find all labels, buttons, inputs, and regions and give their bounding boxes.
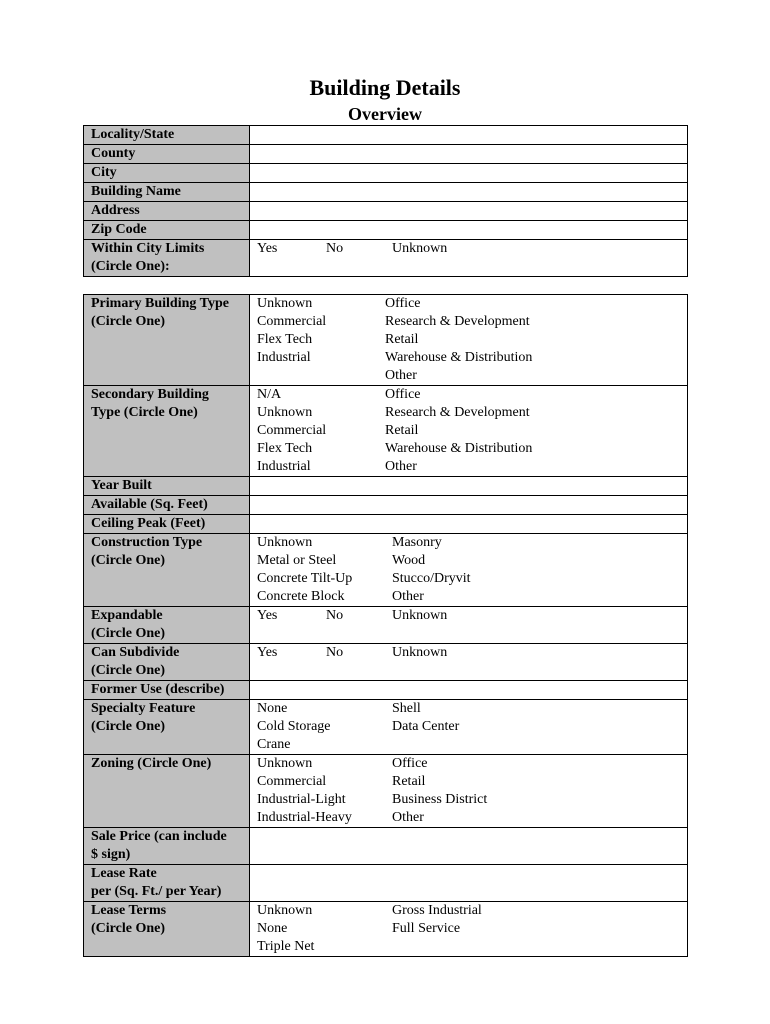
- city-label: City: [84, 164, 250, 183]
- option[interactable]: Office: [385, 296, 421, 311]
- option[interactable]: Unknown: [257, 903, 313, 918]
- county-field[interactable]: [250, 145, 688, 164]
- option[interactable]: Industrial: [257, 459, 311, 474]
- option[interactable]: N/A: [257, 387, 282, 402]
- specialty-options[interactable]: [250, 700, 688, 755]
- table-row: [84, 145, 688, 164]
- building-name-label: Building Name: [84, 183, 250, 202]
- option[interactable]: Cold Storage: [257, 719, 331, 734]
- option[interactable]: Other: [385, 459, 417, 474]
- zip-label: Zip Code: [84, 221, 250, 240]
- table-row: [84, 700, 688, 755]
- table-row: [84, 515, 688, 534]
- subdivide-label: Can Subdivide (Circle One): [84, 644, 250, 681]
- table-row: [84, 496, 688, 515]
- option[interactable]: Industrial-Light: [257, 792, 346, 807]
- option[interactable]: Business District: [392, 792, 488, 807]
- option[interactable]: Unknown: [257, 535, 313, 550]
- former-use-label: Former Use (describe): [84, 681, 250, 700]
- table-row: [84, 164, 688, 183]
- option-yes[interactable]: Yes: [257, 608, 278, 623]
- table-row: [84, 221, 688, 240]
- table-row: [84, 202, 688, 221]
- lease-rate-field[interactable]: [250, 865, 688, 902]
- option-yes[interactable]: Yes: [257, 241, 278, 256]
- option-yes[interactable]: Yes: [257, 645, 278, 660]
- construction-options[interactable]: [250, 534, 688, 607]
- option-unknown[interactable]: Unknown: [392, 645, 448, 660]
- option[interactable]: Warehouse & Distribution: [385, 441, 533, 456]
- option[interactable]: Data Center: [392, 719, 460, 734]
- within-limits-options[interactable]: [250, 240, 688, 277]
- table-row: [84, 644, 688, 681]
- lease-rate-label: Lease Rate per (Sq. Ft./ per Year): [84, 865, 250, 902]
- option[interactable]: Concrete Tilt-Up: [257, 571, 353, 586]
- expandable-label: Expandable (Circle One): [84, 607, 250, 644]
- option[interactable]: Masonry: [392, 535, 442, 550]
- table-row: [84, 295, 688, 386]
- option[interactable]: Research & Development: [385, 314, 530, 329]
- option[interactable]: Flex Tech: [257, 332, 313, 347]
- lease-terms-label: Lease Terms (Circle One): [84, 902, 250, 957]
- option[interactable]: Unknown: [257, 296, 313, 311]
- option-no[interactable]: No: [326, 608, 344, 623]
- option[interactable]: None: [257, 921, 288, 936]
- option[interactable]: None: [257, 701, 288, 716]
- option[interactable]: Retail: [385, 423, 419, 438]
- option[interactable]: Industrial: [257, 350, 311, 365]
- option[interactable]: Commercial: [257, 774, 327, 789]
- details-table: [83, 294, 688, 957]
- zip-field[interactable]: [250, 221, 688, 240]
- option[interactable]: Stucco/Dryvit: [392, 571, 471, 586]
- city-field[interactable]: [250, 164, 688, 183]
- expandable-options[interactable]: [250, 607, 688, 644]
- option-no[interactable]: No: [326, 645, 344, 660]
- ceiling-label: Ceiling Peak (Feet): [84, 515, 250, 534]
- table-row: [84, 865, 688, 902]
- option[interactable]: Other: [392, 810, 424, 825]
- option[interactable]: Other: [392, 589, 424, 604]
- address-label: Address: [84, 202, 250, 221]
- zoning-options[interactable]: [250, 755, 688, 828]
- option[interactable]: Gross Industrial: [392, 903, 482, 918]
- option[interactable]: Office: [392, 756, 428, 771]
- option[interactable]: Crane: [257, 737, 291, 752]
- secondary-type-options[interactable]: [250, 386, 688, 477]
- lease-terms-options[interactable]: [250, 902, 688, 957]
- sale-price-label: Sale Price (can include $ sign): [84, 828, 250, 865]
- table-row: [84, 902, 688, 957]
- option[interactable]: Flex Tech: [257, 441, 313, 456]
- option-unknown[interactable]: Unknown: [392, 241, 448, 256]
- option[interactable]: Commercial: [257, 314, 327, 329]
- option[interactable]: Office: [385, 387, 421, 402]
- primary-type-options[interactable]: [250, 295, 688, 386]
- locality-field[interactable]: [250, 126, 688, 145]
- option[interactable]: Warehouse & Distribution: [385, 350, 533, 365]
- option[interactable]: Triple Net: [257, 939, 315, 954]
- building-name-field[interactable]: [250, 183, 688, 202]
- page-subtitle: Overview: [348, 104, 422, 124]
- option-unknown[interactable]: Unknown: [392, 608, 448, 623]
- table-row: [84, 240, 688, 277]
- locality-label: Locality/State: [84, 126, 250, 145]
- within-limits-label: Within City Limits (Circle One):: [84, 240, 250, 277]
- option[interactable]: Full Service: [392, 921, 461, 936]
- option[interactable]: Unknown: [257, 756, 313, 771]
- table-row: [84, 534, 688, 607]
- available-field[interactable]: [250, 496, 688, 515]
- table-row: [84, 126, 688, 145]
- table-row: [84, 828, 688, 865]
- option[interactable]: Commercial: [257, 423, 327, 438]
- table-row: [84, 607, 688, 644]
- option[interactable]: Retail: [392, 774, 426, 789]
- table-row: [84, 681, 688, 700]
- option[interactable]: Unknown: [257, 405, 313, 420]
- year-built-label: Year Built: [84, 477, 250, 496]
- zoning-label: Zoning (Circle One): [84, 755, 250, 828]
- table-row: [84, 755, 688, 828]
- option[interactable]: Concrete Block: [257, 589, 345, 604]
- table-row: [84, 183, 688, 202]
- option-no[interactable]: No: [326, 241, 344, 256]
- address-field[interactable]: [250, 202, 688, 221]
- option[interactable]: Other: [385, 368, 417, 383]
- primary-type-label: Primary Building Type (Circle One): [84, 295, 250, 386]
- secondary-type-label: Secondary Building Type (Circle One): [84, 386, 250, 477]
- page-title: Building Details: [309, 75, 461, 100]
- year-built-field[interactable]: [250, 477, 688, 496]
- specialty-label: Specialty Feature (Circle One): [84, 700, 250, 755]
- county-label: County: [84, 145, 250, 164]
- available-label: Available (Sq. Feet): [84, 496, 250, 515]
- former-use-field[interactable]: [250, 681, 688, 700]
- table-row: [84, 477, 688, 496]
- overview-table: [83, 125, 688, 277]
- option[interactable]: Retail: [385, 332, 419, 347]
- ceiling-field[interactable]: [250, 515, 688, 534]
- option[interactable]: Industrial-Heavy: [257, 810, 352, 825]
- table-row: [84, 386, 688, 477]
- subdivide-options[interactable]: [250, 644, 688, 681]
- option[interactable]: Metal or Steel: [257, 553, 337, 568]
- construction-label: Construction Type (Circle One): [84, 534, 250, 607]
- sale-price-field[interactable]: [250, 828, 688, 865]
- option[interactable]: Shell: [392, 701, 421, 716]
- option[interactable]: Wood: [392, 553, 426, 568]
- option[interactable]: Research & Development: [385, 405, 530, 420]
